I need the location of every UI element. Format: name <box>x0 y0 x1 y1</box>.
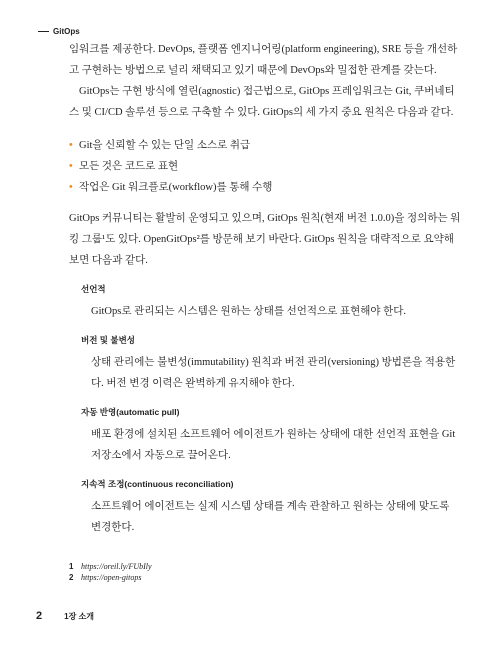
list-item: • Git을 신뢰할 수 있는 단일 소스로 취급 <box>69 135 461 156</box>
bullet-icon: • <box>69 140 73 151</box>
principle-title: 자동 반영(automatic pull) <box>81 407 180 417</box>
principle-description: 상태 관리에는 불변성(immutability) 원칙과 버전 관리(versioning) 방법론을 적용한다. 버전 변경 이력은 완벽하게 유지해야 한다. <box>91 357 456 389</box>
principle-title: 버전 및 불변성 <box>81 335 135 345</box>
principle-item <box>81 332 461 394</box>
page-footer <box>36 610 94 622</box>
list-item: • 작업은 Git 워크플로(workflow)를 통해 수행 <box>69 177 461 198</box>
principle-description: 배포 환경에 설치된 소프트웨어 에이전트가 원하는 상태에 대한 선언적 표현을 Git 저장소에서 자동으로 끌어온다. <box>91 429 456 461</box>
page-body <box>69 39 461 548</box>
footnote: 1 https://oreil.ly/FUbIly <box>69 562 152 571</box>
running-head <box>38 27 80 36</box>
chapter-title: 1장 소개 <box>64 612 94 621</box>
paragraph-1: 임워크를 제공한다. DevOps, 플랫폼 엔지니어링(platform engineering), SRE 등을 개선하고 구현하는 방법으로 널리 채택되고 있기 때문에 DevOps와 밀접한 관계를 갖는다. <box>69 44 458 76</box>
principle-title: 지속적 조정(continuous reconciliation) <box>81 479 234 489</box>
footnote-link[interactable]: https://oreil.ly/FUbIly <box>81 562 152 571</box>
principle-description: 소프트웨어 에이전트는 실제 시스템 상태를 계속 관찰하고 원하는 상태에 맞도록 변경한다. <box>91 501 450 533</box>
principle-description: GitOps로 관리되는 시스템은 원하는 상태를 선언적으로 표현해야 한다. <box>91 306 407 317</box>
footnote: 2 https://open-gitops <box>69 573 142 582</box>
principle-item <box>81 476 461 538</box>
running-head-rule <box>38 31 49 32</box>
principle-bullet-list <box>69 135 461 198</box>
footnote-link[interactable]: https://open-gitops <box>81 573 142 582</box>
principle-title: 선언적 <box>81 284 106 294</box>
bullet-icon: • <box>69 161 73 172</box>
principle-definitions <box>69 281 461 538</box>
running-head-title: GitOps <box>53 27 80 36</box>
list-item: • 모든 것은 코드로 표현 <box>69 156 461 177</box>
principle-item <box>81 404 461 466</box>
paragraph-2: GitOps는 구현 방식에 열린(agnostic) 접근법으로, GitOps 프레임워크는 Git, 쿠버네티스 및 CI/CD 솔루션 등으로 구축할 수 있다. GitOps의 세 가지 중요 원칙은 다음과 같다. <box>69 86 455 118</box>
page-number: 2 <box>36 610 43 622</box>
paragraph-3: GitOps 커뮤니티는 활발히 운영되고 있으며, GitOps 원칙(현재 버전 1.0.0)을 정의하는 워킹 그룹¹도 있다. OpenGitOps²를 방문해 보기 바란다. GitOps 원칙을 대략적으로 요약해 보면 다음과 같다. <box>69 213 461 266</box>
footnotes <box>69 561 152 583</box>
principle-item <box>81 281 461 322</box>
bullet-icon: • <box>69 182 73 193</box>
